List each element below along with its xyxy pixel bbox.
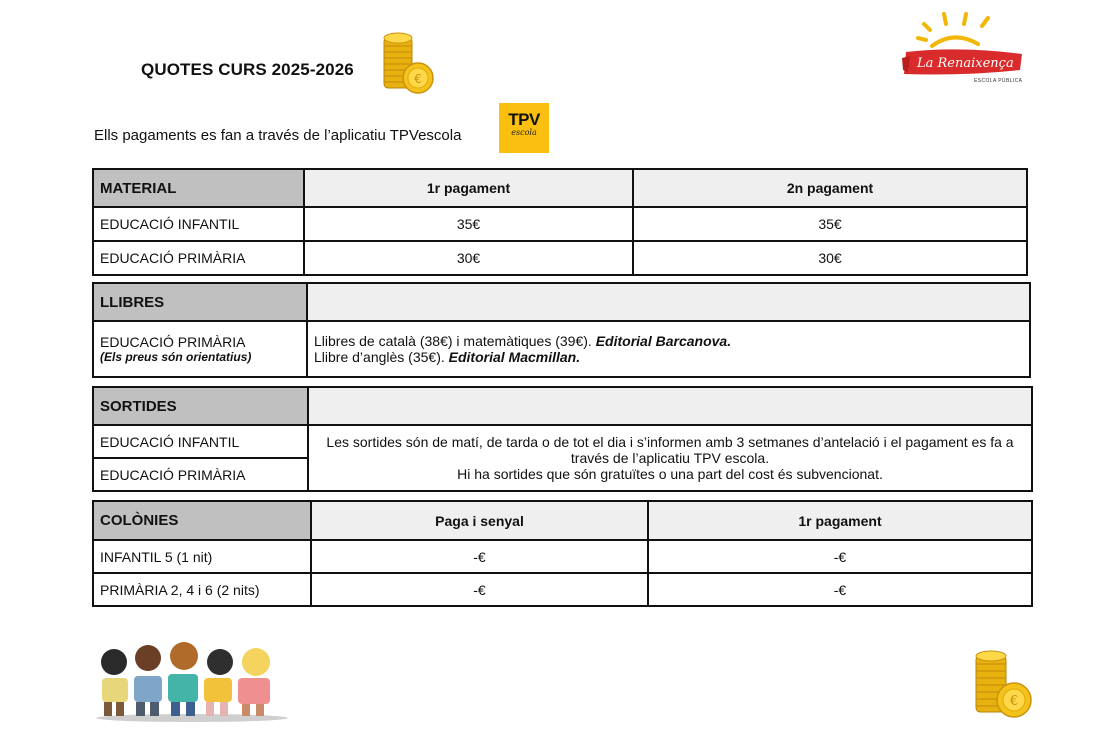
payment-intro-text: Ells pagaments es fan a través de l’aplicatiu TPVescola (94, 127, 462, 144)
table-row (93, 540, 1032, 573)
section-title-colonies: COLÒNIES (93, 501, 311, 540)
publisher-barcanova: Editorial Barcanova. (595, 333, 732, 349)
coins-stack-icon (380, 30, 436, 96)
empty-header-cell (308, 387, 1032, 425)
table-row (93, 207, 1027, 241)
table-row (93, 241, 1027, 275)
row-label: INFANTIL 5 (1 nit) (93, 540, 311, 573)
table-header-row (93, 387, 1032, 425)
table-row (93, 321, 1030, 377)
cell-value: 30€ (633, 241, 1027, 275)
row-label: EDUCACIÓ INFANTIL (93, 425, 308, 458)
svg-text:€: € (414, 72, 422, 86)
tpv-escola-logo (499, 103, 549, 153)
column-header: 1r pagament (648, 501, 1032, 540)
colonies-table (92, 500, 1033, 607)
school-name: La Renaixença (917, 56, 1014, 71)
books-line-1: Llibres de català (38€) i matemàtiques (39€). (314, 333, 596, 349)
column-header: 1r pagament (304, 169, 633, 207)
row-label: EDUCACIÓ INFANTIL (93, 207, 304, 241)
row-label-cell (93, 321, 307, 377)
tpv-logo-main: TPV (508, 110, 540, 129)
outings-description (308, 425, 1032, 491)
row-label: EDUCACIÓ PRIMÀRIA (100, 334, 246, 350)
books-line-2: Llibre d’anglès (35€). (314, 349, 449, 365)
cell-value: 35€ (304, 207, 633, 241)
page-title: QUOTES CURS 2025-2026 (141, 60, 354, 79)
cell-value: 30€ (304, 241, 633, 275)
cell-value: -€ (648, 573, 1032, 606)
sun-rays-icon (900, 12, 1030, 88)
section-title-sortides: SORTIDES (93, 387, 308, 425)
coins-stack-icon (972, 648, 1034, 720)
column-header: 2n pagament (633, 169, 1027, 207)
cell-value: -€ (311, 540, 648, 573)
row-label: EDUCACIÓ PRIMÀRIA (93, 458, 308, 491)
tpv-logo-sub: escola (511, 128, 537, 137)
table-header-row (93, 283, 1030, 321)
table-header-row (93, 169, 1027, 207)
sortides-table (92, 386, 1033, 492)
material-table (92, 168, 1028, 276)
section-title-llibres: LLIBRES (93, 283, 307, 321)
publisher-macmillan: Editorial Macmillan. (448, 349, 581, 365)
children-illustration (92, 638, 292, 724)
empty-header-cell (307, 283, 1030, 321)
row-label: PRIMÀRIA 2, 4 i 6 (2 nits) (93, 573, 311, 606)
cell-value: 35€ (633, 207, 1027, 241)
svg-text:€: € (1009, 694, 1019, 709)
cell-value: -€ (311, 573, 648, 606)
llibres-table (92, 282, 1031, 378)
outings-description-1: Les sortides són de matí, de tarda o de tot el dia i s’informen amb 3 setmanes d’antelació i el pagament es fa a través de l’aplicatiu TPV escola. (326, 434, 1014, 466)
table-row (93, 573, 1032, 606)
books-description (307, 321, 1030, 377)
outings-description-2: Hi ha sortides que són gratuïtes o una part del cost és subvencionat. (457, 466, 883, 482)
price-note: (Els preus són orientatius) (100, 350, 252, 364)
school-logo (900, 12, 1030, 88)
cell-value: -€ (648, 540, 1032, 573)
row-label: EDUCACIÓ PRIMÀRIA (93, 241, 304, 275)
section-title-material: MATERIAL (93, 169, 304, 207)
table-row (93, 425, 1032, 458)
table-header-row (93, 501, 1032, 540)
column-header: Paga i senyal (311, 501, 648, 540)
school-subtitle: ESCOLA PÚBLICA (974, 78, 1023, 84)
